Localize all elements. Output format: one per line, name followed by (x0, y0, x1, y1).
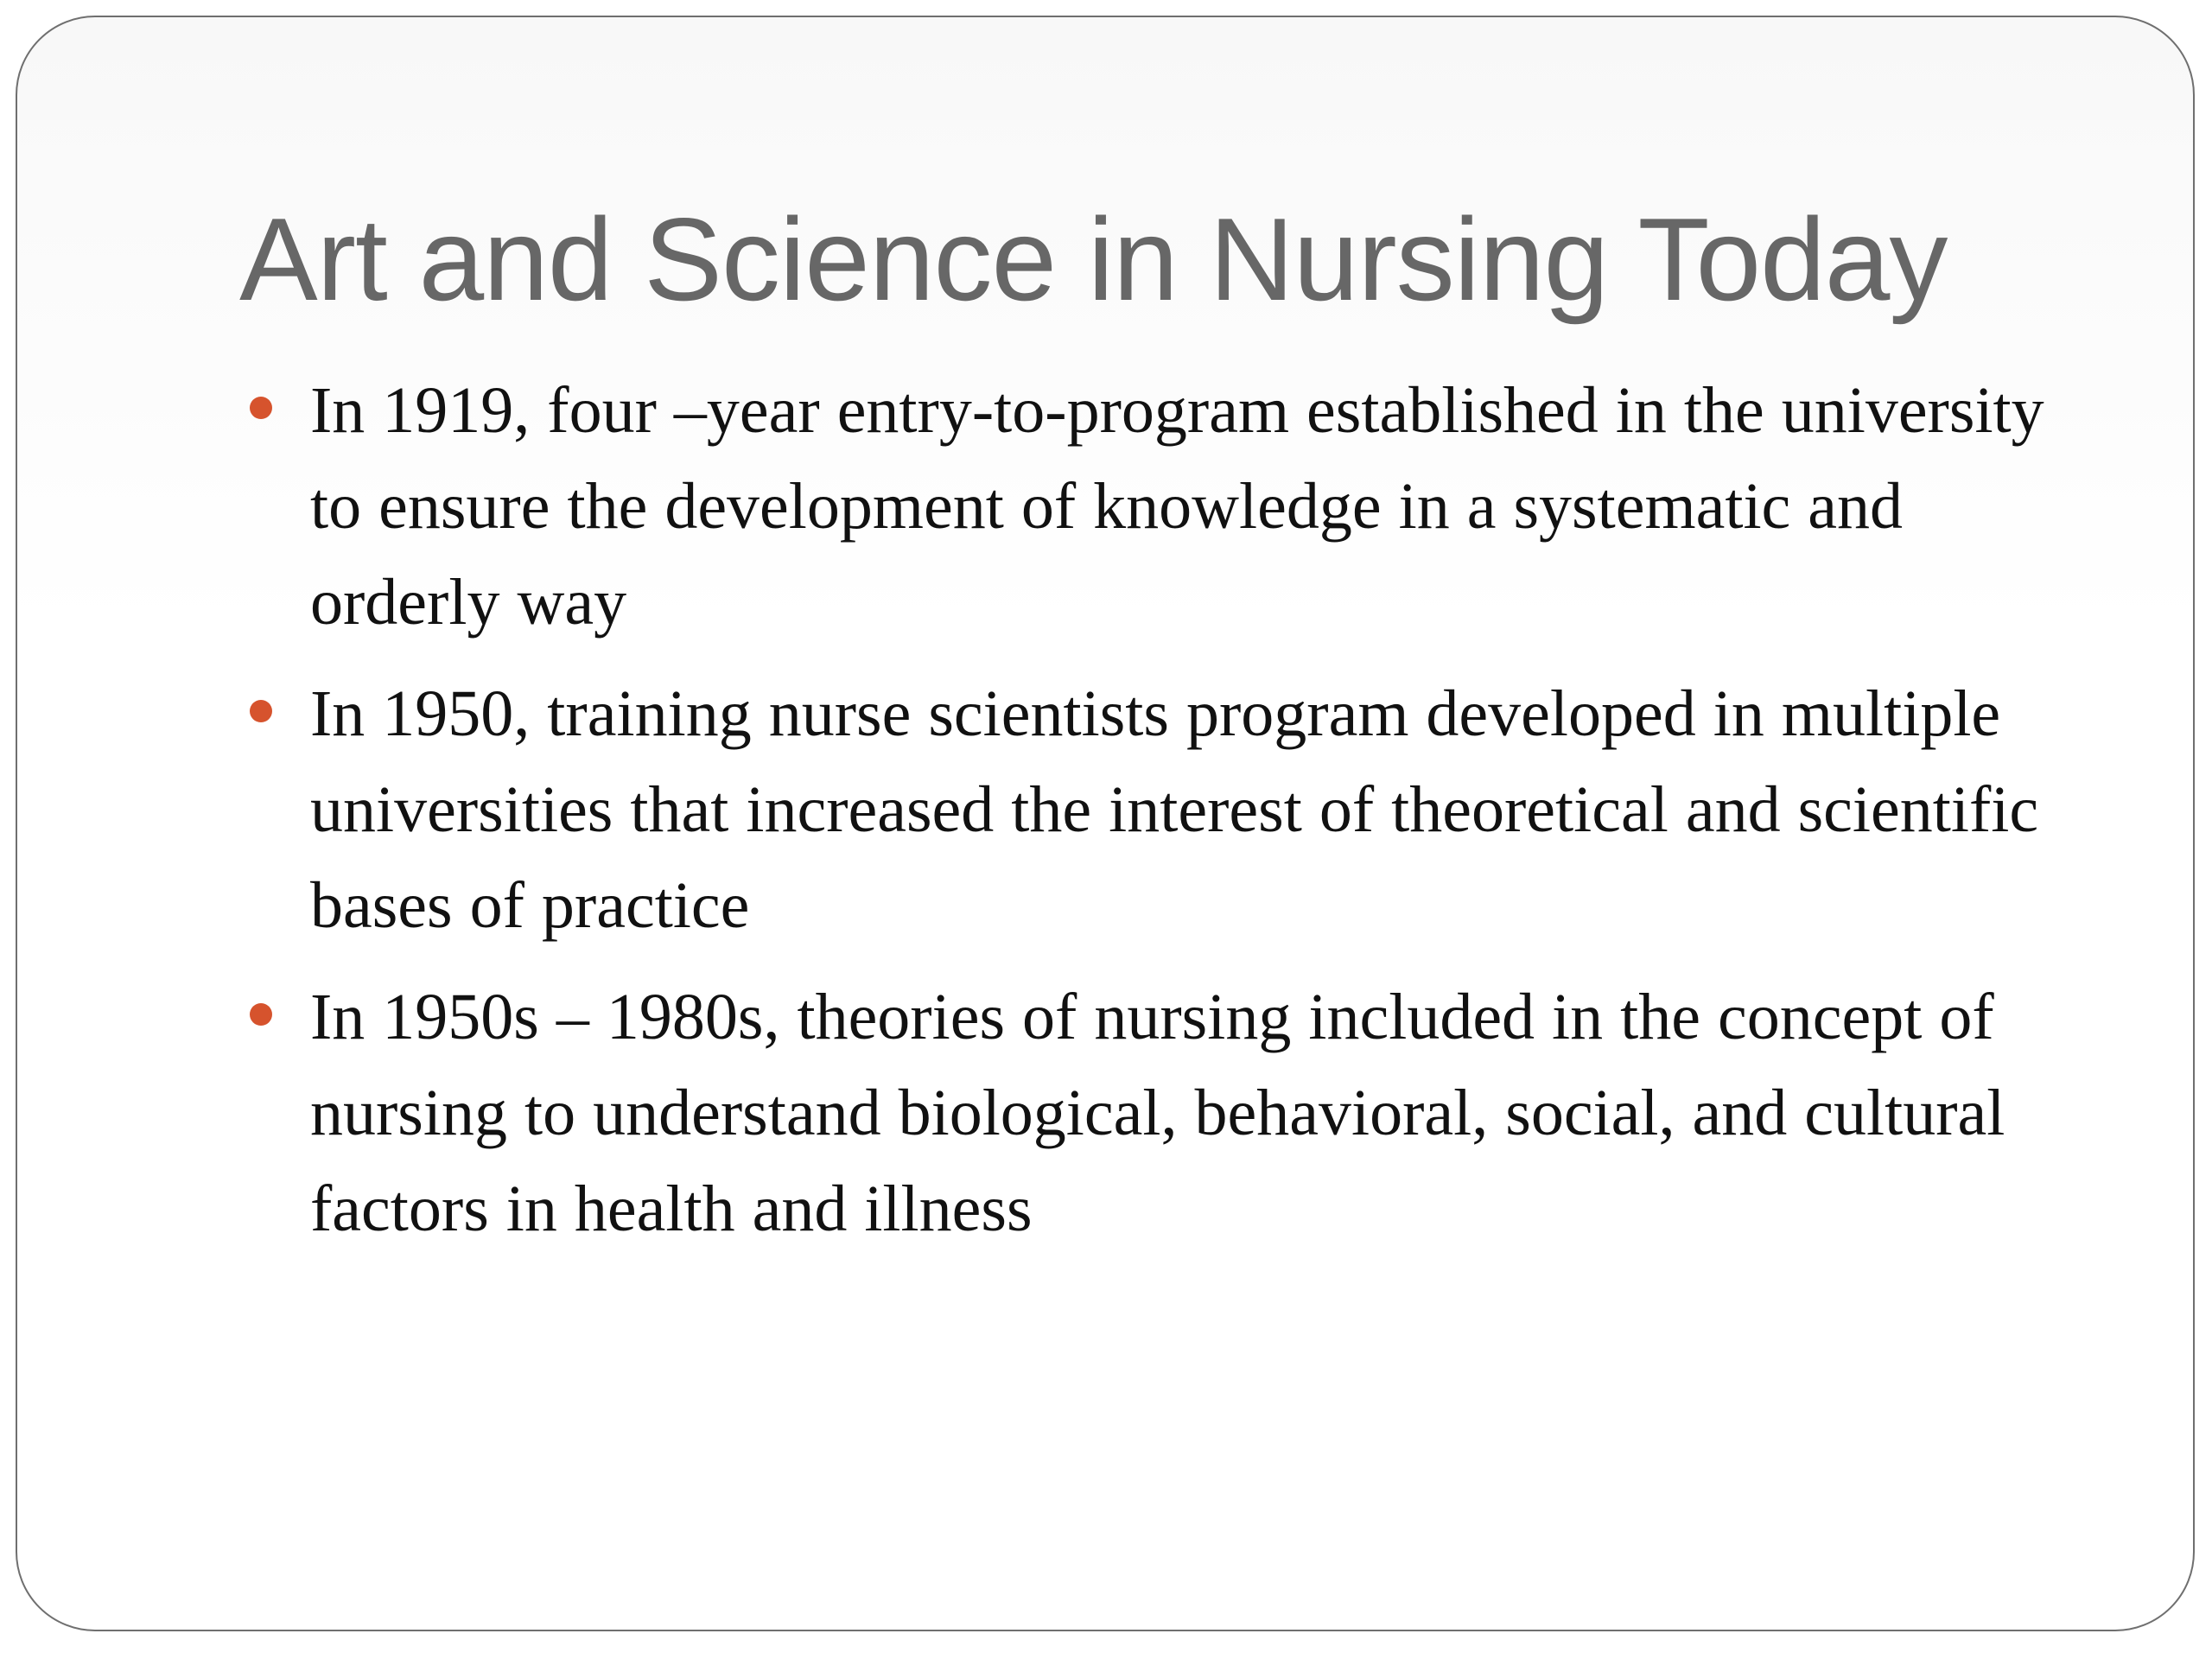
slide-title: Art and Science in Nursing Today (239, 194, 1948, 325)
bullet-item-1919 (239, 363, 2106, 651)
bullet-item-1950s-1980s (239, 969, 2106, 1257)
bullet-list (239, 363, 2106, 1273)
round-bullet-icon (250, 1003, 272, 1026)
round-bullet-icon (250, 397, 272, 419)
bullet-text: In 1950s – 1980s, theories of nursing included in the concept of nursing to understand biological, behavioral, social, and cultural factors in health and illness (310, 981, 2005, 1245)
bullet-text: In 1919, four –year entry-to-program established in the university to ensure the development of knowledge in a systematic and orderly way (310, 374, 2044, 639)
round-bullet-icon (250, 700, 272, 722)
bullet-item-1950 (239, 666, 2106, 954)
bullet-text: In 1950, training nurse scientists program developed in multiple universities that increased the interest of theoretical and scientific bases of practice (310, 677, 2039, 942)
